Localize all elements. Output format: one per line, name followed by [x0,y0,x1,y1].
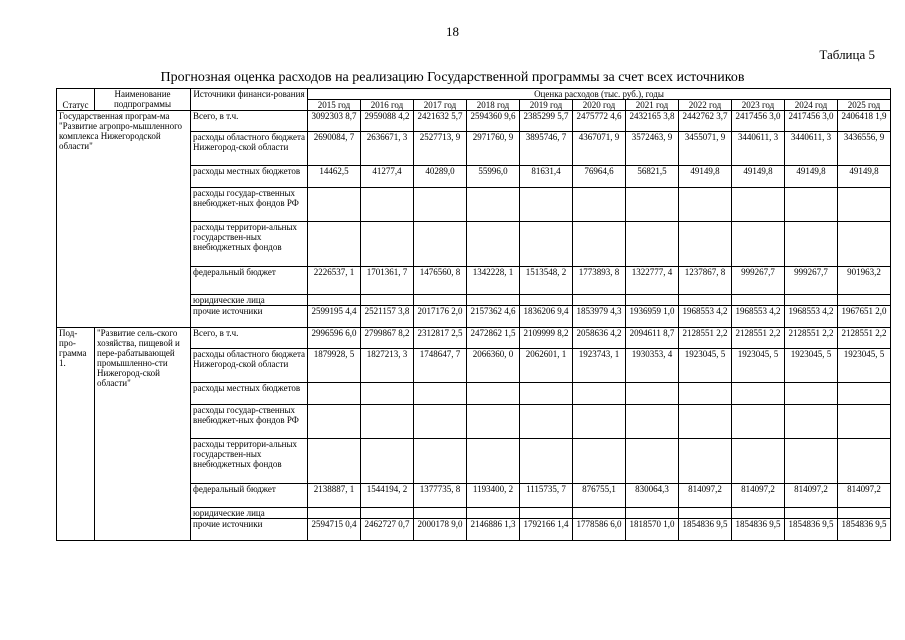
value-cell [573,295,626,306]
funding-source: прочие источники [191,306,308,328]
value-cell [520,188,573,222]
value-cell [573,508,626,519]
value-cell: 2109999 8,2 [520,328,573,349]
value-cell: 3436556, 9 [838,132,891,166]
value-cell [679,295,732,306]
funding-source: Всего, в т.ч. [191,111,308,132]
value-cell [573,405,626,439]
value-cell [467,405,520,439]
value-cell: 2417456 3,0 [785,111,838,132]
value-cell: 901963,2 [838,267,891,295]
value-cell [414,188,467,222]
header-year: 2025 год [838,100,891,111]
value-cell [626,439,679,484]
value-cell [467,188,520,222]
value-cell [308,439,361,484]
value-cell [361,383,414,405]
value-cell: 1968553 4,2 [679,306,732,328]
header-year: 2017 год [414,100,467,111]
value-cell [520,295,573,306]
value-cell: 1827213, 3 [361,349,414,383]
value-cell: 2971760, 9 [467,132,520,166]
header-source: Источники финанси-рования [191,89,308,111]
value-cell: 814097,2 [785,484,838,508]
value-cell: 49149,8 [838,166,891,188]
value-cell: 14462,5 [308,166,361,188]
value-cell [838,439,891,484]
value-cell: 2636671, 3 [361,132,414,166]
value-cell: 2959088 4,2 [361,111,414,132]
value-cell [520,222,573,267]
value-cell: 1853979 4,3 [573,306,626,328]
value-cell: 1818570 1,0 [626,519,679,541]
value-cell: 1322777, 4 [626,267,679,295]
value-cell [308,222,361,267]
value-cell: 1513548, 2 [520,267,573,295]
value-cell [520,508,573,519]
value-cell: 1748647, 7 [414,349,467,383]
value-cell: 1967651 2,0 [838,306,891,328]
value-cell [467,439,520,484]
value-cell [679,383,732,405]
value-cell [308,405,361,439]
value-cell: 1342228, 1 [467,267,520,295]
funding-source: расходы местных бюджетов [191,383,308,405]
value-cell [838,405,891,439]
value-cell: 2000178 9,0 [414,519,467,541]
value-cell [679,508,732,519]
value-cell: 1923045, 5 [785,349,838,383]
value-cell [626,222,679,267]
value-cell [361,188,414,222]
value-cell: 49149,8 [785,166,838,188]
value-cell: 3092303 8,7 [308,111,361,132]
value-cell [573,383,626,405]
value-cell: 2406418 1,9 [838,111,891,132]
value-cell: 1476560, 8 [414,267,467,295]
funding-source: юридические лица [191,508,308,519]
value-cell [414,405,467,439]
value-cell: 2226537, 1 [308,267,361,295]
value-cell [573,439,626,484]
value-cell: 876755,1 [573,484,626,508]
value-cell: 4367071, 9 [573,132,626,166]
value-cell [732,439,785,484]
funding-source: расходы территори-альных государствен-ных внебюджетных фондов [191,222,308,267]
header-status: Статус [57,89,95,111]
header-estimate: Оценка расходов (тыс. руб.), годы [308,89,891,100]
value-cell: 2594360 9,6 [467,111,520,132]
value-cell [785,188,838,222]
value-cell [732,405,785,439]
value-cell: 3440611, 3 [732,132,785,166]
value-cell: 2599195 4,4 [308,306,361,328]
value-cell: 1923045, 5 [838,349,891,383]
value-cell: 2128551 2,2 [785,328,838,349]
value-cell: 49149,8 [732,166,785,188]
value-cell: 1778586 6,0 [573,519,626,541]
value-cell: 1968553 4,2 [785,306,838,328]
subprogram-name: "Развитие сель-ского хозяйства, пищевой и пере-рабатывающей промышленно-сти Нижегород-ской области" [95,328,191,541]
value-cell [838,295,891,306]
header-year: 2019 год [520,100,573,111]
value-cell: 2157362 4,6 [467,306,520,328]
funding-source: юридические лица [191,295,308,306]
value-cell [573,188,626,222]
value-cell [679,222,732,267]
value-cell: 3455071, 9 [679,132,732,166]
value-cell: 3895746, 7 [520,132,573,166]
value-cell [361,439,414,484]
value-cell: 49149,8 [679,166,732,188]
page-number: 18 [446,24,459,39]
value-cell: 2017176 2,0 [414,306,467,328]
value-cell [785,295,838,306]
value-cell [785,439,838,484]
funding-source: федеральный бюджет [191,267,308,295]
header-year: 2020 год [573,100,626,111]
value-cell: 2066360, 0 [467,349,520,383]
value-cell: 76964,6 [573,166,626,188]
value-cell [732,383,785,405]
value-cell: 1923045, 5 [679,349,732,383]
value-cell: 1544194, 2 [361,484,414,508]
funding-source: расходы местных бюджетов [191,166,308,188]
value-cell [626,508,679,519]
value-cell: 1854836 9,5 [838,519,891,541]
value-cell: 2094611 8,7 [626,328,679,349]
value-cell: 830064,3 [626,484,679,508]
value-cell: 2421632 5,7 [414,111,467,132]
value-cell: 1854836 9,5 [679,519,732,541]
value-cell: 55996,0 [467,166,520,188]
value-cell: 1792166 1,4 [520,519,573,541]
value-cell [414,222,467,267]
funding-source: расходы территори-альных государствен-ных внебюджетных фондов [191,439,308,484]
value-cell [573,222,626,267]
header-year: 2021 год [626,100,679,111]
value-cell: 1115735, 7 [520,484,573,508]
value-cell [732,295,785,306]
value-cell [467,222,520,267]
expense-table [56,88,891,541]
value-cell: 2521157 3,8 [361,306,414,328]
value-cell [308,383,361,405]
value-cell [679,188,732,222]
value-cell [520,405,573,439]
value-cell: 814097,2 [732,484,785,508]
value-cell: 1854836 9,5 [785,519,838,541]
header-year: 2015 год [308,100,361,111]
value-cell: 1879928, 5 [308,349,361,383]
value-cell: 2062601, 1 [520,349,573,383]
value-cell [361,508,414,519]
value-cell [520,439,573,484]
value-cell: 2417456 3,0 [732,111,785,132]
header-year: 2024 год [785,100,838,111]
value-cell [361,405,414,439]
funding-source: Всего, в т.ч. [191,328,308,349]
value-cell: 814097,2 [679,484,732,508]
value-cell: 2128551 2,2 [679,328,732,349]
value-cell: 1193400, 2 [467,484,520,508]
value-cell [838,383,891,405]
document-title: Прогнозная оценка расходов на реализацию Государственной программы за счет всех источников [160,70,745,85]
value-cell: 2432165 3,8 [626,111,679,132]
value-cell: 1701361, 7 [361,267,414,295]
value-cell: 1836206 9,4 [520,306,573,328]
value-cell [732,508,785,519]
value-cell: 999267,7 [732,267,785,295]
value-cell: 1923743, 1 [573,349,626,383]
value-cell: 3572463, 9 [626,132,679,166]
value-cell: 2690084, 7 [308,132,361,166]
funding-source: расходы государ-ственных внебюджет-ных фондов РФ [191,188,308,222]
value-cell: 1773893, 8 [573,267,626,295]
value-cell [414,508,467,519]
value-cell [467,508,520,519]
table-label: Таблица 5 [819,47,875,62]
value-cell [520,383,573,405]
header-year: 2016 год [361,100,414,111]
value-cell [838,222,891,267]
value-cell [785,508,838,519]
value-cell: 1936959 1,0 [626,306,679,328]
value-cell: 2128551 2,2 [838,328,891,349]
value-cell: 2996596 6,0 [308,328,361,349]
value-cell [626,188,679,222]
value-cell [838,188,891,222]
value-cell: 2138887, 1 [308,484,361,508]
value-cell: 1968553 4,2 [732,306,785,328]
value-cell [308,508,361,519]
header-year: 2018 год [467,100,520,111]
table-row [57,328,891,349]
value-cell: 2472862 1,5 [467,328,520,349]
value-cell [467,383,520,405]
value-cell: 2312817 2,5 [414,328,467,349]
value-cell: 1237867, 8 [679,267,732,295]
value-cell: 1930353, 4 [626,349,679,383]
program-status: Государственная програм-ма "Развитие агропро-мышленного комплекса Нижегородской области" [57,111,191,328]
value-cell: 2475772 4,6 [573,111,626,132]
value-cell: 814097,2 [838,484,891,508]
value-cell [626,405,679,439]
value-cell [361,295,414,306]
funding-source: прочие источники [191,519,308,541]
value-cell: 2442762 3,7 [679,111,732,132]
subprogram-status: Под-про-грамма 1. [57,328,95,541]
value-cell [626,383,679,405]
value-cell [785,405,838,439]
value-cell: 2146886 1,3 [467,519,520,541]
header-subprogram: Наименование подпрограммы [95,89,191,111]
table-row [57,111,891,132]
value-cell [679,405,732,439]
header-year: 2022 год [679,100,732,111]
value-cell [785,222,838,267]
value-cell [732,188,785,222]
value-cell: 999267,7 [785,267,838,295]
value-cell: 1377735, 8 [414,484,467,508]
value-cell [414,439,467,484]
value-cell: 2128551 2,2 [732,328,785,349]
funding-source: федеральный бюджет [191,484,308,508]
value-cell: 81631,4 [520,166,573,188]
value-cell: 2527713, 9 [414,132,467,166]
value-cell [838,508,891,519]
value-cell: 2462727 0,7 [361,519,414,541]
value-cell [414,295,467,306]
value-cell [732,222,785,267]
value-cell: 56821,5 [626,166,679,188]
value-cell: 2385299 5,7 [520,111,573,132]
header-year: 2023 год [732,100,785,111]
funding-source: расходы областного бюджета Нижегород-ской области [191,132,308,166]
value-cell: 1854836 9,5 [732,519,785,541]
value-cell [308,188,361,222]
funding-source: расходы областного бюджета Нижегород-ской области [191,349,308,383]
value-cell: 41277,4 [361,166,414,188]
value-cell: 3440611, 3 [785,132,838,166]
value-cell: 2058636 4,2 [573,328,626,349]
value-cell: 1923045, 5 [732,349,785,383]
value-cell [467,295,520,306]
value-cell [361,222,414,267]
value-cell [308,295,361,306]
value-cell [679,439,732,484]
value-cell: 2594715 0,4 [308,519,361,541]
value-cell [414,383,467,405]
value-cell [785,383,838,405]
funding-source: расходы государ-ственных внебюджет-ных фондов РФ [191,405,308,439]
value-cell [626,295,679,306]
value-cell: 2799867 8,2 [361,328,414,349]
value-cell: 40289,0 [414,166,467,188]
